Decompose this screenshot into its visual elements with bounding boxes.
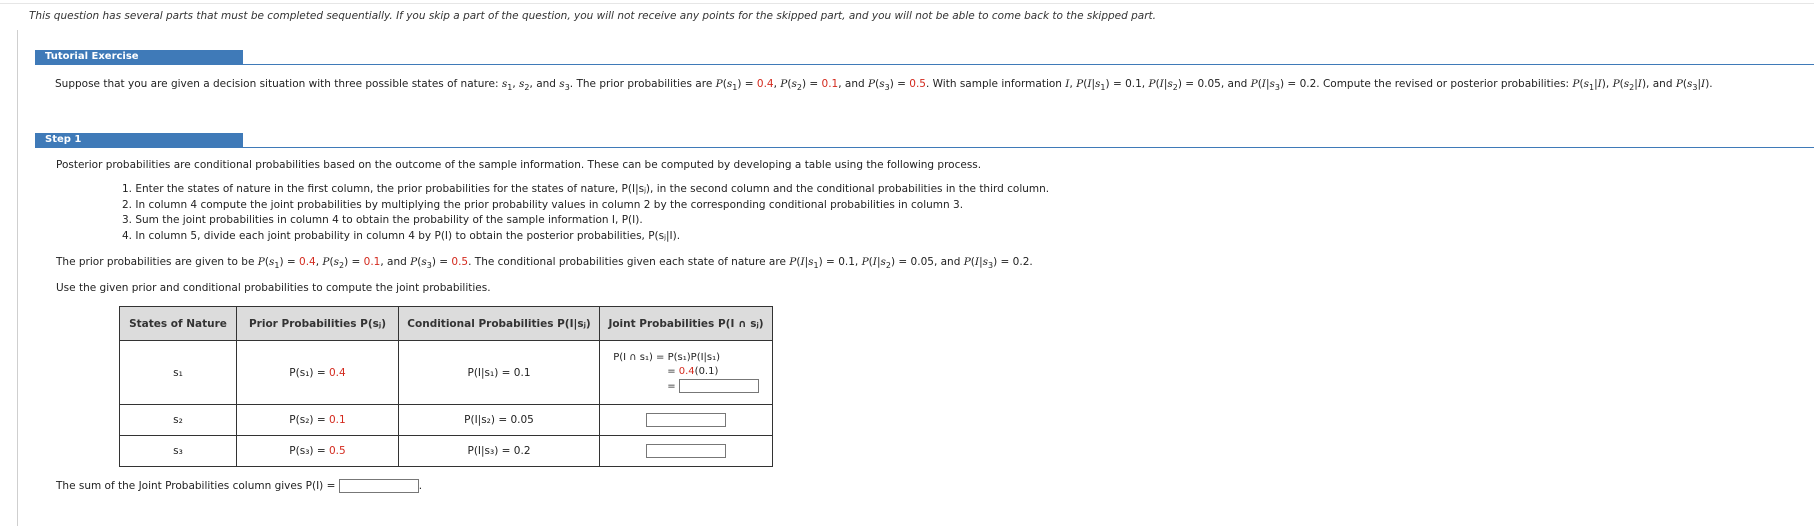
table-row	[120, 341, 773, 405]
table-row	[120, 436, 773, 467]
process-step: 2. In column 4 compute the joint probabilities by multiplying the prior probability values in column 2 by the corresponding conditional probabilities in column 3.	[122, 198, 964, 211]
sequential-notice: This question has several parts that must be completed sequentially. If you skip a part of the question, you will not receive any points for the skipped part, and you will not be able to come back to the skipped part.	[29, 10, 1157, 22]
joint-answer-input-1[interactable]	[679, 379, 759, 393]
step1-header-label: Step 1	[35, 133, 243, 147]
table-row	[120, 405, 773, 436]
prior-cell: P(s₂) = 0.1	[237, 405, 399, 436]
tutorial-header	[35, 50, 1814, 65]
joint-answer-input-3[interactable]	[646, 444, 726, 458]
tutorial-header-label: Tutorial Exercise	[35, 50, 243, 64]
conditional-cell: P(I|s₃) = 0.2	[399, 436, 600, 467]
step1-header	[35, 133, 1814, 148]
joint-calculation: P(I ∩ s₁) = P(s₁)P(I|s₁) = 0.4(0.1) =	[613, 351, 759, 394]
joint-cell	[600, 436, 773, 467]
joint-answer-input-2[interactable]	[646, 413, 726, 427]
left-border	[17, 30, 18, 526]
state-cell: s₁	[120, 341, 237, 405]
table-header-row	[120, 307, 773, 341]
conditional-cell: P(I|s₁) = 0.1	[399, 341, 600, 405]
sum-line: The sum of the Joint Probabilities column gives P(I) = .	[56, 480, 423, 492]
step-intro: Posterior probabilities are conditional probabilities based on the outcome of the sample information. These can be computed by developing a table using the following process.	[56, 159, 982, 171]
state-cell: s₂	[120, 405, 237, 436]
joint-cell	[600, 341, 773, 405]
given-probabilities: The prior probabilities are given to be $P(s_1) = 0.4$, $P(s_2) = 0.1$, and $P(s_3) = 0.5$. The conditional probabilities given each state of nature are $P(I|s_1) = 0.1$, $P(I|s_2) = 0.05$, and $P(I|s_3) = 0.2$.	[56, 256, 1033, 271]
process-step: 4. In column 5, divide each joint probability in column 4 by P(I) to obtain the posterior probabilities, P(sⱼ|I).	[122, 229, 681, 242]
col-header-prior: Prior Probabilities P(sⱼ)	[237, 307, 399, 341]
conditional-cell: P(I|s₂) = 0.05	[399, 405, 600, 436]
col-header-joint: Joint Probabilities P(I ∩ sⱼ)	[600, 307, 773, 341]
process-step: 3. Sum the joint probabilities in column 4 to obtain the probability of the sample information I, P(I).	[122, 214, 643, 226]
col-header-states: States of Nature	[120, 307, 237, 341]
col-header-conditional: Conditional Probabilities P(I|sⱼ)	[399, 307, 600, 341]
joint-cell	[600, 405, 773, 436]
use-instruction: Use the given prior and conditional probabilities to compute the joint probabilities.	[56, 282, 491, 294]
posterior-table	[119, 306, 773, 467]
prior-cell: P(s₃) = 0.5	[237, 436, 399, 467]
top-divider	[0, 3, 1814, 4]
prior-cell: P(s₁) = 0.4	[237, 341, 399, 405]
state-cell: s₃	[120, 436, 237, 467]
process-step: 1. Enter the states of nature in the first column, the prior probabilities for the states of nature, P(I|sⱼ), in the second column and the conditional probabilities in the third column.	[122, 183, 1050, 195]
process-steps	[122, 182, 1049, 244]
p-of-i-input[interactable]	[339, 479, 419, 493]
problem-statement: Suppose that you are given a decision situation with three possible states of nature: $s_1$, $s_2$, and $s_3$. The prior probabilities are $P(s_1) = 0.4$, $P(s_2) = 0.1$, and $P(s_3) = 0.5$. With sample information I, $P(I|s_1) = 0.1$, $P(I|s_2) = 0.05$, and $P(I|s_3) = 0.2$. Compute the revised or posterior probabilities: $P(s_1|I)$, $P(s_2|I)$, and $P(s_3|I)$.	[55, 78, 1713, 93]
